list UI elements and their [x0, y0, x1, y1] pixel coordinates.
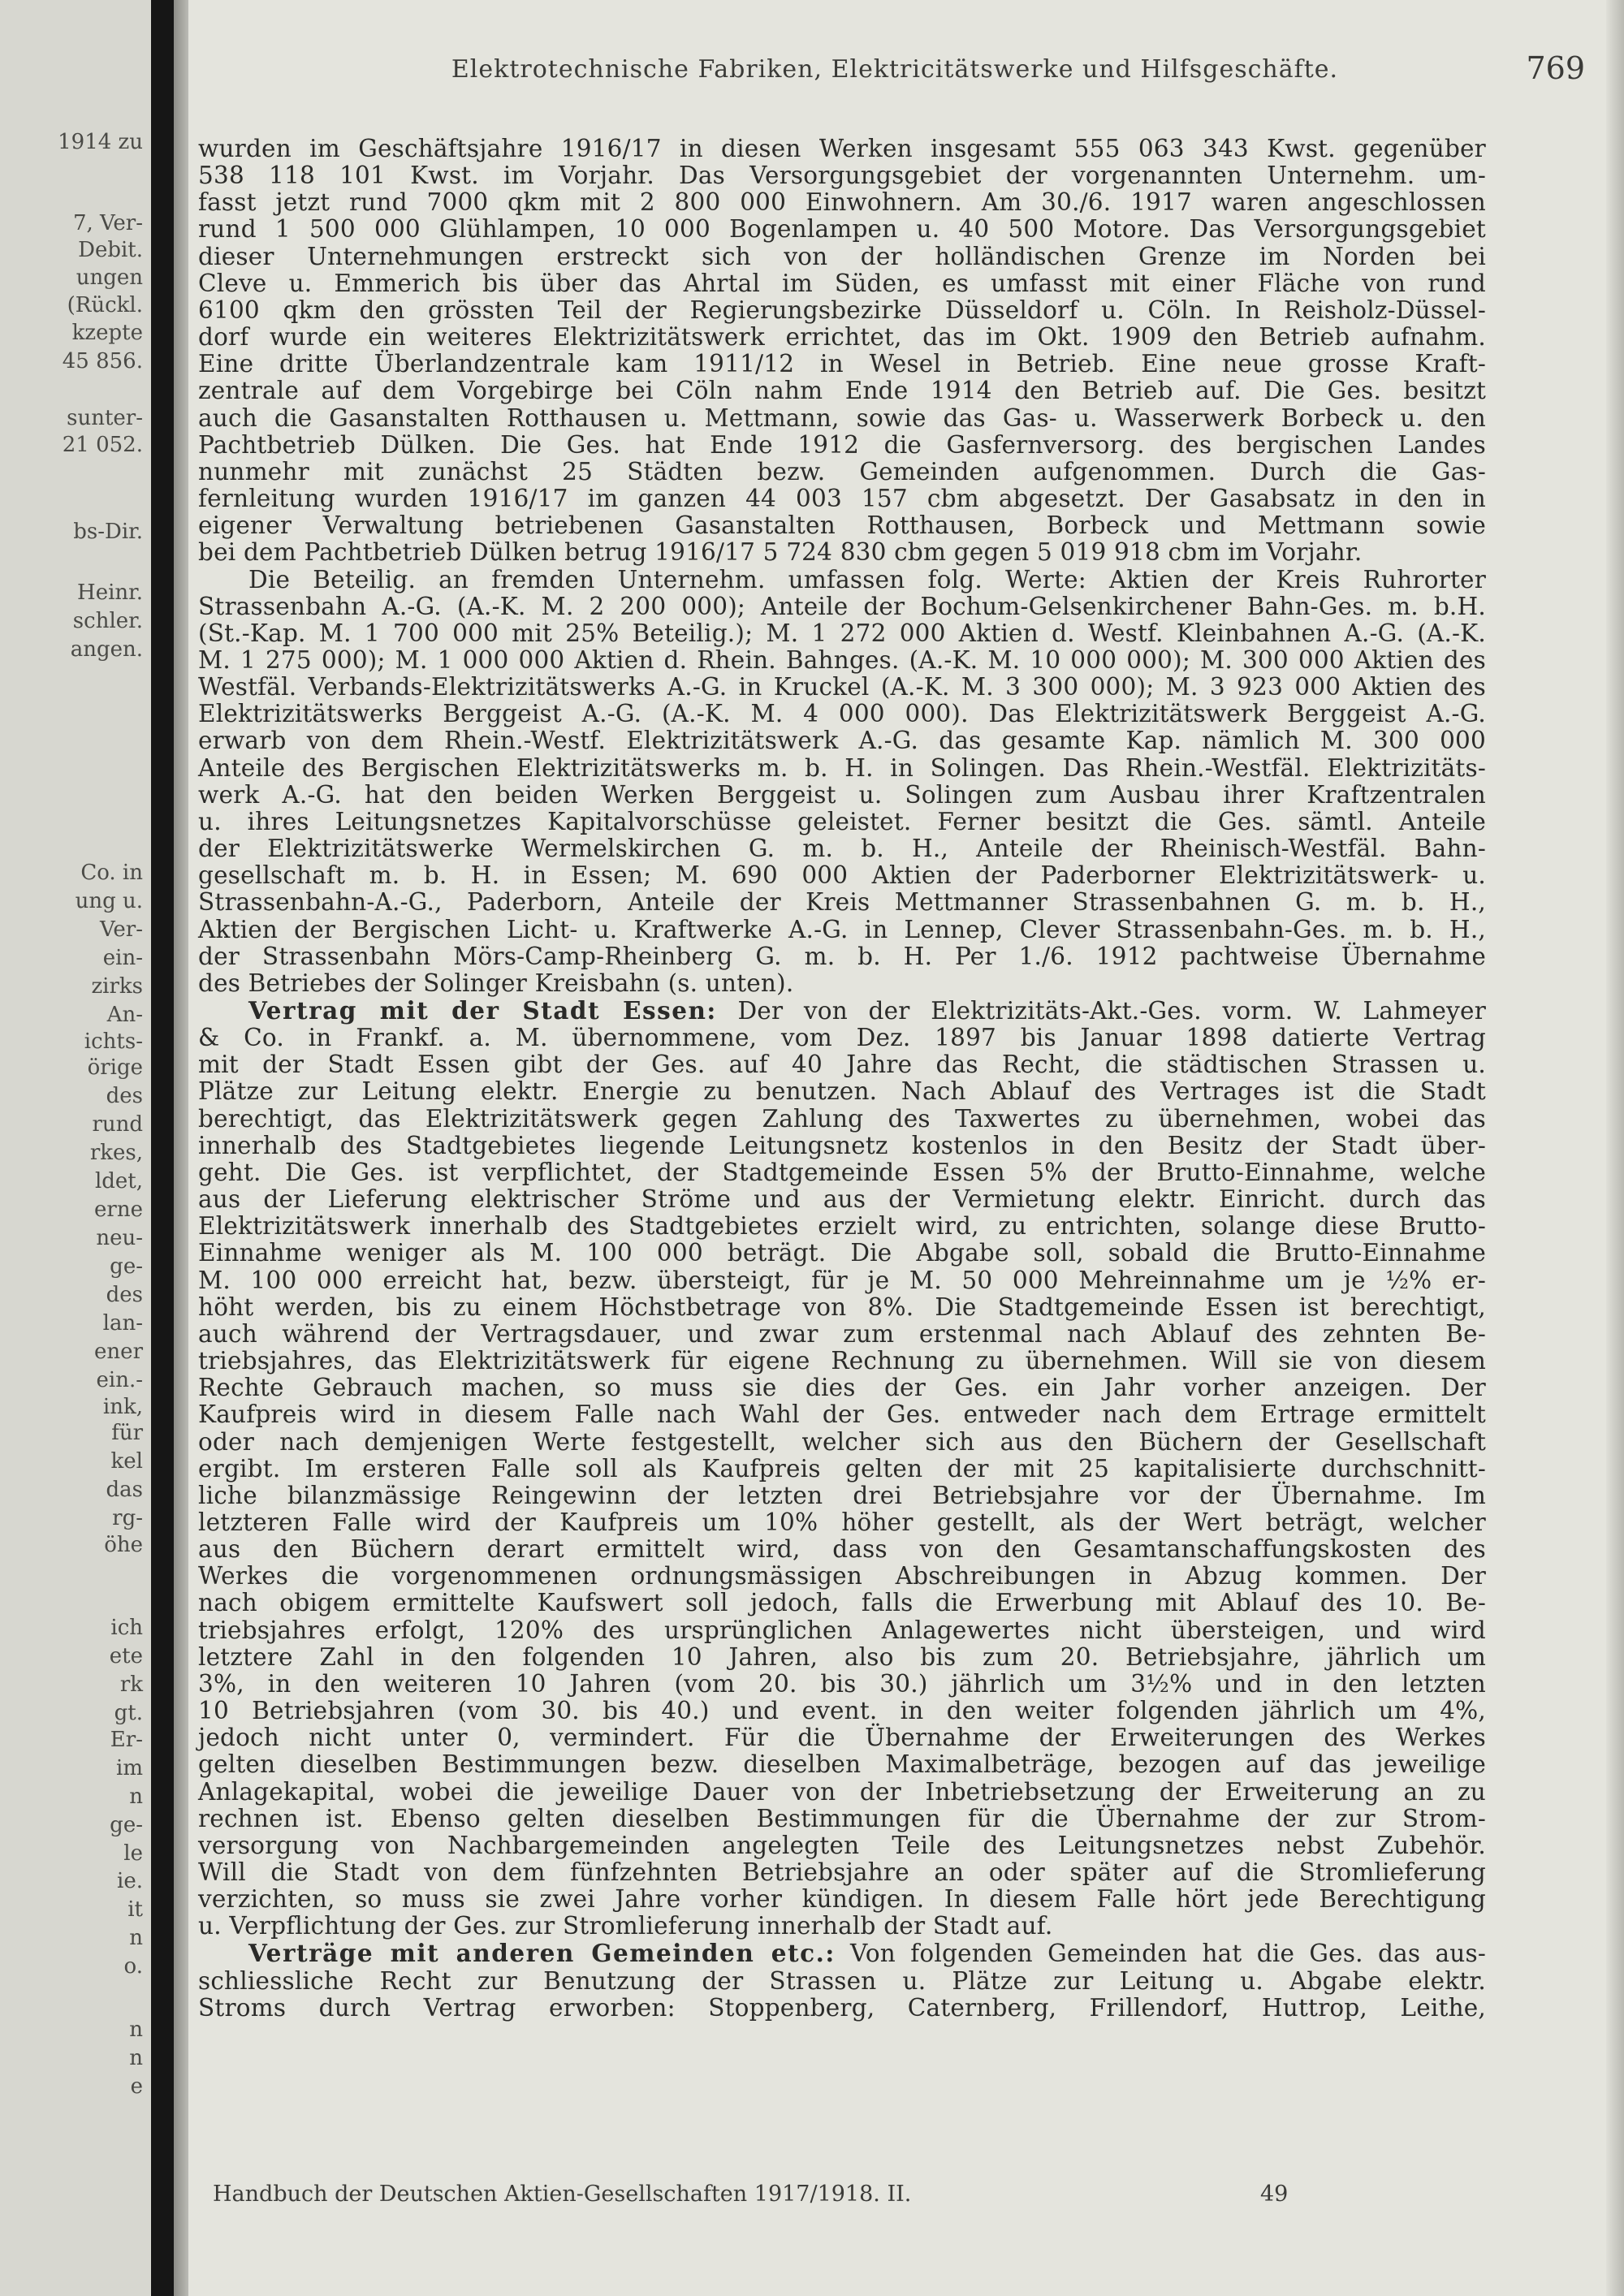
- text-line: letzteren Falle wird der Kaufpreis um 10% höher gestellt, als der Wert beträgt, welcher: [198, 1508, 1486, 1536]
- text-line: eigener Verwaltung betriebenen Gasanstalten Rotthausen, Borbeck und Mettmann sowie: [198, 511, 1486, 540]
- left-page-fragment: 45 856.: [62, 349, 143, 373]
- left-page-fragment: e: [130, 2074, 143, 2099]
- text-line: Elektrizitätswerks Berggeist A.-G. (A.-K. M. 4 000 000). Das Elektrizitätswerk Berggeist A.-G.: [198, 700, 1486, 728]
- text-line: Strassenbahn-A.-G., Paderborn, Anteile der Kreis Mettmanner Strassenbahnen G. m. b. H.,: [198, 888, 1486, 917]
- text-line: werk A.-G. hat den beiden Werken Berggeist u. Solingen zum Ausbau ihrer Kraftzentralen: [198, 780, 1486, 809]
- left-page-fragment: kel: [110, 1449, 143, 1474]
- book-gutter: [151, 0, 174, 2296]
- text-line: fernleitung wurden 1916/17 im ganzen 44 003 157 cbm abgesetzt. Der Gasabsatz in den in: [198, 485, 1486, 513]
- left-page-fragment: An-: [106, 1003, 143, 1027]
- book-page: [188, 0, 1608, 2296]
- left-page-fragment: im: [116, 1756, 143, 1780]
- left-page-fragment: ink,: [102, 1395, 143, 1419]
- body-text: [198, 136, 1486, 2022]
- text-line: versorgung von Nachbargemeinden angelegten Teile des Leitungsnetzes nebst Zubehör.: [198, 1831, 1486, 1859]
- left-page-fragment: lan-: [102, 1311, 143, 1336]
- text-line: aus den Büchern derart ermittelt wird, dass von den Gesamtanschaffungskosten des: [198, 1535, 1486, 1564]
- text-line: u. ihres Leitungsnetzes Kapitalvorschüsse geleistet. Ferner besitzt die Ges. sämtl. Anteile: [198, 807, 1486, 835]
- text-line: verzichten, so muss sie zwei Jahre vorher kündigen. In diesem Falle hört jede Berechtigung: [198, 1885, 1486, 1914]
- text-line: 3%, in den weiteren 10 Jahren (vom 20. bis 30.) jährlich um 3½% und in den letzten: [198, 1669, 1486, 1698]
- left-page-fragment: Co. in: [80, 861, 143, 885]
- left-page-fragment: rk: [119, 1672, 143, 1697]
- text-line: u. Verpflichtung der Ges. zur Stromlieferung innerhalb der Stadt auf.: [198, 1912, 1053, 1940]
- left-page-fragment: 21 052.: [62, 433, 143, 457]
- left-page-fragment: ge-: [110, 1254, 143, 1279]
- left-page-fragment: ge-: [110, 1813, 143, 1837]
- left-page-fragment: n: [129, 2046, 143, 2070]
- text-line: Strassenbahn A.-G. (A.-K. M. 2 200 000); Anteile der Bochum-Gelsenkirchener Bahn-Ges. m. b.H.: [198, 592, 1486, 620]
- left-page-fragment: 1914 zu: [58, 130, 143, 154]
- text-line: zentrale auf dem Vorgebirge bei Cöln nahm Ende 1914 den Betrieb auf. Die Ges. besitzt: [198, 377, 1486, 405]
- left-page-fragment: rg-: [112, 1506, 143, 1530]
- text-line: 6100 qkm den grössten Teil der Regierungsbezirke Düsseldorf u. Cöln. In Reisholz-Düssel-: [198, 296, 1486, 324]
- left-page-fragment: sunter-: [67, 406, 143, 430]
- page-number: 769: [1526, 50, 1585, 86]
- left-page-fragment: Debit.: [78, 238, 143, 262]
- text-line: schliessliche Recht zur Benutzung der Strassen u. Plätze zur Leitung u. Abgabe elektr.: [198, 1966, 1486, 1995]
- left-page-fragment: für: [111, 1421, 143, 1445]
- text-line: erwarb von dem Rhein.-Westf. Elektrizitätswerk A.-G. das gesamte Kap. nämlich M. 300 000: [198, 727, 1486, 755]
- left-page-fragment: ener: [94, 1340, 143, 1364]
- page-header: [205, 50, 1585, 91]
- text-line: gelten dieselben Bestimmungen bezw. dieselben Maximalbeträge, bezogen auf das jeweilige: [198, 1750, 1486, 1779]
- left-page-fragment: neu-: [96, 1226, 143, 1250]
- text-line: Rechte Gebrauch machen, so muss sie dies der Ges. ein Jahr vorher anzeigen. Der: [198, 1374, 1486, 1402]
- text-line: rund 1 500 000 Glühlampen, 10 000 Bogenlampen u. 40 500 Motore. Das Versorgungsgebiet: [198, 215, 1486, 244]
- text-line: der Strassenbahn Mörs-Camp-Rheinberg G. m. b. H. Per 1./6. 1912 pachtweise Übernahme: [198, 942, 1486, 970]
- text-line: bei dem Pachtbetrieb Dülken betrug 1916/17 5 724 830 cbm gegen 5 019 918 cbm im Vorjahr.: [198, 538, 1363, 567]
- text-line: jedoch nicht unter 0, vermindert. Für die Übernahme der Erweiterungen des Werkes: [198, 1724, 1486, 1752]
- text-line: Werkes die vorgenommenen ordnungsmässigen Abschreibungen in Abzug kommen. Der: [198, 1562, 1486, 1590]
- text-line: dorf wurde ein weiteres Elektrizitätswerk errichtet, das im Okt. 1909 den Betrieb aufnahm.: [198, 323, 1486, 352]
- text-line: 10 Betriebsjahren (vom 30. bis 40.) und event. in den weiter folgenden jährlich um 4%,: [198, 1697, 1486, 1725]
- left-page-fragment: öhe: [104, 1533, 143, 1557]
- left-page-fragment: ichts-: [84, 1029, 143, 1054]
- left-page-fragment: Heinr.: [77, 580, 143, 605]
- text-line: oder nach demjenigen Werte festgestellt, welcher sich aus den Büchern der Gesellschaft: [198, 1427, 1486, 1456]
- text-line: [198, 997, 1486, 1025]
- text-line: Westfäl. Verbands-Elektrizitätswerks A.-G. in Kruckel (A.-K. M. 3 300 000); M. 3 923 000 Aktien des: [198, 673, 1486, 701]
- left-page-fragment: o.: [123, 1954, 143, 1979]
- left-page-fragment: zirks: [91, 974, 143, 999]
- line-text: Der von der Elektrizitäts-Akt.-Ges. vorm. W. Lahmeyer: [737, 997, 1486, 1025]
- left-page-fragment: örige: [87, 1055, 143, 1080]
- text-line: Anlagekapital, wobei die jeweilige Dauer von der Inbetriebsetzung der Erweiterung an zu: [198, 1777, 1486, 1806]
- text-line: mit der Stadt Essen gibt der Ges. auf 40 Jahre das Recht, die städtischen Strassen u.: [198, 1051, 1486, 1079]
- text-line: des Betriebes der Solinger Kreisbahn (s. unten).: [198, 969, 794, 997]
- text-line: rechnen ist. Ebenso gelten dieselben Bestimmungen für die Übernahme der zur Strom-: [198, 1804, 1486, 1832]
- left-page-fragment: 7, Ver-: [72, 211, 143, 235]
- text-line: Eine dritte Überlandzentrale kam 1911/12 in Wesel in Betrieb. Eine neue grosse Kraft-: [198, 350, 1486, 378]
- left-page-fragment: angen.: [70, 637, 143, 662]
- left-page-fragment: das: [106, 1478, 143, 1502]
- footer-signature: 49: [1260, 2182, 1289, 2207]
- text-line: triebsjahres, das Elektrizitätswerk für eigene Rechnung zu übernehmen. Will sie von diesem: [198, 1347, 1486, 1375]
- text-line: Elektrizitätswerk innerhalb des Stadtgebietes erzielt wird, zu entrichten, solange diese Brutto-: [198, 1212, 1486, 1241]
- footer-source: Handbuch der Deutschen Aktien-Gesellschaften 1917/1918. II.: [213, 2182, 912, 2207]
- left-page-fragment: schler.: [72, 609, 143, 633]
- text-line: Cleve u. Emmerich bis über das Ahrtal im Süden, es umfasst mit einer Fläche von rund: [198, 269, 1486, 297]
- text-line: letztere Zahl in den folgenden 10 Jahren, also bis zum 20. Betriebsjahre, jährlich um: [198, 1642, 1486, 1671]
- right-page-edge: [1606, 0, 1624, 2296]
- left-page-fragment: n: [129, 1926, 143, 1950]
- text-line: Plätze zur Leitung elektr. Energie zu benutzen. Nach Ablauf des Vertrages ist die Stadt: [198, 1077, 1486, 1106]
- left-page-fragment: (Rückl.: [67, 293, 143, 317]
- text-line: dieser Unternehmungen erstreckt sich von der holländischen Grenze im Norden bei: [198, 242, 1486, 270]
- text-line: liche bilanzmässige Reingewinn der letzten drei Betriebsjahre vor der Übernahme. Im: [198, 1481, 1486, 1509]
- section-heading: Verträge mit anderen Gemeinden etc.:: [248, 1939, 836, 1968]
- left-page-edge: [0, 0, 151, 2296]
- text-line: fasst jetzt rund 7000 qkm mit 2 800 000 Einwohnern. Am 30./6. 1917 waren angeschlossen: [198, 188, 1486, 217]
- left-page-fragment: it: [127, 1897, 143, 1922]
- text-line: berechtigt, das Elektrizitätswerk gegen Zahlung des Taxwertes zu übernehmen, wobei das: [198, 1104, 1486, 1133]
- left-page-fragment: kzepte: [71, 321, 143, 345]
- text-line: auch während der Vertragsdauer, und zwar zum erstenmal nach Ablauf des zehnten Be-: [198, 1319, 1486, 1348]
- text-line: ergibt. Im ersteren Falle soll als Kaufpreis gelten der mit 25 kapitalisierte durchschnitt-: [198, 1454, 1486, 1482]
- text-line: nunmehr mit zunächst 25 Städten bezw. Gemeinden aufgenommen. Durch die Gas-: [198, 457, 1486, 486]
- text-line: Pachtbetrieb Dülken. Die Ges. hat Ende 1912 die Gasfernversorg. des bergischen Landes: [198, 430, 1486, 459]
- text-line: innerhalb des Stadtgebietes liegende Leitungsnetz kostenlos in den Besitz der Stadt über-: [198, 1131, 1486, 1159]
- text-line: wurden im Geschäftsjahre 1916/17 in diesen Werken insgesamt 555 063 343 Kwst. gegenüber: [198, 135, 1486, 162]
- left-page-fragment: n: [129, 1785, 143, 1809]
- text-line: gesellschaft m. b. H. in Essen; M. 690 000 Aktien der Paderborner Elektrizitätswerk- u.: [198, 861, 1486, 890]
- text-line: Die Beteilig. an fremden Unternehm. umfassen folg. Werte: Aktien der Kreis Ruhrorter: [248, 565, 1486, 593]
- left-page-fragment: gt.: [114, 1701, 143, 1725]
- left-page-fragment: le: [123, 1841, 143, 1866]
- left-page-fragment: ie.: [117, 1869, 143, 1893]
- line-text: Von folgenden Gemeinden hat die Ges. das aus-: [850, 1940, 1486, 1968]
- text-line: Einnahme weniger als M. 100 000 beträgt. Die Abgabe soll, sobald die Brutto-Einnahme: [198, 1239, 1486, 1267]
- text-line: Anteile des Bergischen Elektrizitätswerks m. b. H. in Solingen. Das Rhein.-Westfäl. Elektrizitäts-: [198, 753, 1486, 782]
- text-line: [198, 1940, 1486, 1967]
- left-page-fragment: rund: [92, 1112, 143, 1137]
- left-page-fragment: ung u.: [75, 889, 143, 913]
- text-line: & Co. in Frankf. a. M. übernommene, vom Dez. 1897 bis Januar 1898 datierte Vertrag: [198, 1024, 1486, 1052]
- left-page-fragment: n: [129, 2018, 143, 2042]
- text-line: Stroms durch Vertrag erworben: Stoppenberg, Caternberg, Frillendorf, Huttrop, Leithe,: [198, 1993, 1486, 2022]
- left-page-fragment: ete: [109, 1644, 143, 1668]
- text-line: nach obigem ermittelte Kaufswert soll jedoch, falls die Erwerbung mit Ablauf des 10. Be-: [198, 1589, 1486, 1617]
- text-line: (St.-Kap. M. 1 700 000 mit 25% Beteilig.); M. 1 272 000 Aktien d. Westf. Kleinbahnen A.-G. (A.-K.: [198, 619, 1486, 647]
- left-page-fragment: erne: [94, 1198, 143, 1222]
- left-page-fragment: ungen: [76, 265, 143, 290]
- left-page-fragment: ein.-: [96, 1368, 143, 1392]
- text-line: auch die Gasanstalten Rotthausen u. Mettmann, sowie das Gas- u. Wasserwerk Borbeck u. den: [198, 404, 1486, 432]
- section-heading: Vertrag mit der Stadt Essen:: [248, 996, 717, 1025]
- text-line: triebsjahres erfolgt, 120% des ursprünglichen Anlagewertes nicht übersteigen, und wird: [198, 1616, 1486, 1644]
- text-line: M. 1 275 000); M. 1 000 000 Aktien d. Rhein. Bahnges. (A.-K. M. 10 000 000); M. 300 000 Aktien des: [198, 645, 1486, 674]
- running-title: Elektrotechnische Fabriken, Elektricitätswerke und Hilfsgeschäfte.: [451, 55, 1339, 84]
- left-page-fragment: ich: [110, 1616, 143, 1640]
- left-page-fragment: ein-: [102, 946, 143, 970]
- left-page-fragment: ldet,: [94, 1169, 143, 1193]
- text-line: aus der Lieferung elektrischer Ströme und aus der Vermietung elektr. Einricht. durch das: [198, 1185, 1486, 1214]
- left-page-fragment: des: [106, 1084, 143, 1108]
- left-page-fragment: Er-: [110, 1728, 143, 1752]
- left-page-fragment: Ver-: [100, 917, 143, 942]
- text-line: geht. Die Ges. ist verpflichtet, der Stadtgemeinde Essen 5% der Brutto-Einnahme, welche: [198, 1158, 1486, 1186]
- text-line: der Elektrizitätswerke Wermelskirchen G. m. b. H., Anteile der Rheinisch-Westfäl. Bahn-: [198, 835, 1486, 863]
- left-page-fragment: bs-Dir.: [73, 520, 143, 544]
- text-line: Aktien der Bergischen Licht- u. Kraftwerke A.-G. in Lennep, Clever Strassenbahn-Ges. m. b. H.,: [198, 915, 1486, 943]
- left-page-fragment: des: [106, 1283, 143, 1307]
- text-line: 538 118 101 Kwst. im Vorjahr. Das Versorgungsgebiet der vorgenannten Unternehm. um-: [198, 162, 1486, 190]
- text-line: Kaufpreis wird in diesem Falle nach Wahl der Ges. entweder nach dem Ertrage ermittelt: [198, 1400, 1486, 1429]
- text-line: M. 100 000 erreicht hat, bezw. übersteigt, für je M. 50 000 Mehreinnahme um je ½% er-: [198, 1266, 1486, 1294]
- page-footer: [213, 2182, 1593, 2214]
- text-line: höht werden, bis zu einem Höchstbetrage von 8%. Die Stadtgemeinde Essen ist berechtigt,: [198, 1293, 1486, 1321]
- text-line: Will die Stadt von dem fünfzehnten Betriebsjahre an oder später auf die Stromlieferung: [198, 1858, 1486, 1886]
- left-page-fragment: rkes,: [89, 1141, 143, 1165]
